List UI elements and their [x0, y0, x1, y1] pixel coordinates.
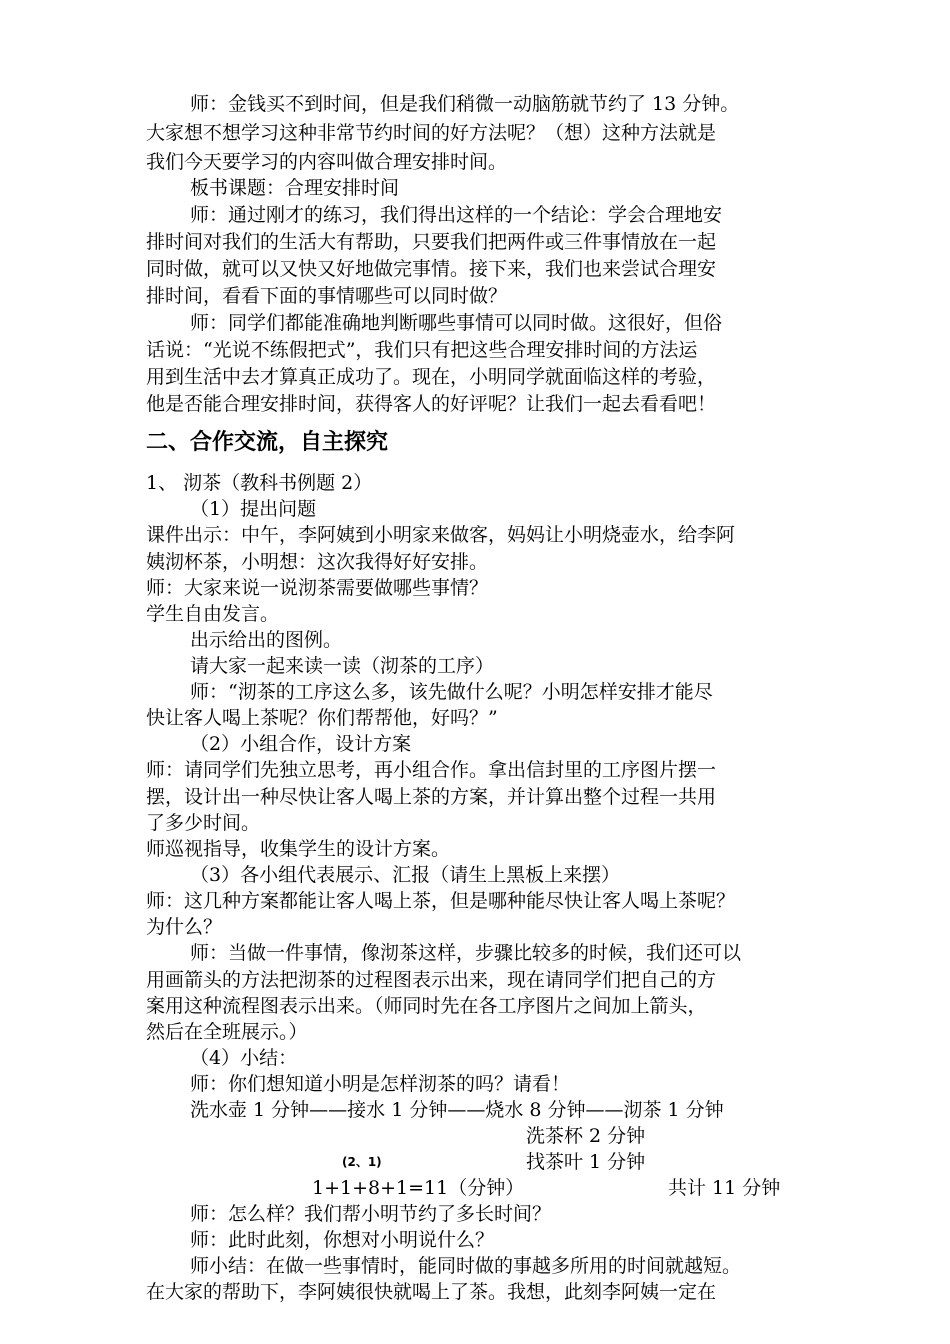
step-title: （4）小结：	[190, 1047, 298, 1069]
text-line: 师：同学们都能准确地判断哪些事情可以同时做。这很好，但俗	[190, 312, 723, 334]
text-line: 话说：“光说不练假把式”，我们只有把这些合理安排时间的方法运	[146, 339, 698, 361]
text-line: 用到生活中去才算真正成功了。现在，小明同学就面临这样的考验，	[146, 366, 717, 388]
text-line: 我们今天要学习的内容叫做合理安排时间。	[146, 151, 508, 173]
text-line: 学生自由发言。	[146, 603, 280, 625]
text-line: 师：这几种方案都能让客人喝上茶，但是哪种能尽快让客人喝上茶呢？	[146, 890, 736, 912]
text-line: 师：当做一件事情，像沏茶这样，步骤比较多的时候，我们还可以	[190, 942, 742, 964]
parallel-step: 找茶叶 1 分钟	[526, 1151, 646, 1173]
text-line: 出示给出的图例。	[190, 629, 343, 651]
text-line: 同时做，就可以又快又好地做完事情。接下来，我们也来尝试合理安	[146, 258, 717, 280]
flow-note: (2、1)	[342, 1155, 382, 1169]
step-title: （1）提出问题	[190, 498, 317, 520]
process-flow: 洗水壶 1 分钟——接水 1 分钟——烧水 8 分钟——沏茶 1 分钟	[190, 1099, 724, 1121]
text-line: 了多少时间。	[146, 812, 261, 834]
text-line: 师：“沏茶的工序这么多，该先做什么呢？小明怎样安排才能尽	[190, 681, 713, 703]
step-title: （3）各小组代表展示、汇报（请生上黑板上来摆）	[190, 864, 621, 886]
text-line: 快让客人喝上茶呢？你们帮帮他，好吗？”	[146, 707, 498, 729]
text-line: 师：请同学们先独立思考，再小组合作。拿出信封里的工序图片摆一	[146, 759, 717, 781]
text-line: 排时间，看看下面的事情哪些可以同时做？	[146, 285, 508, 307]
text-line: 然后在全班展示。）	[146, 1021, 308, 1043]
text-line: 请大家一起来读一读（沏茶的工序）	[190, 655, 495, 677]
text-line: 师：此时此刻，你想对小明说什么？	[190, 1229, 495, 1251]
text-line: 师巡视指导，收集学生的设计方案。	[146, 838, 451, 860]
text-line: 师：你们想知道小明是怎样沏茶的吗？请看！	[190, 1073, 571, 1095]
subsection-title: 1、 沏茶（教科书例题 2）	[146, 472, 373, 494]
text-line: 在大家的帮助下，李阿姨很快就喝上了茶。我想，此刻李阿姨一定在	[146, 1281, 717, 1303]
parallel-step: 洗茶杯 2 分钟	[526, 1125, 646, 1147]
text-line: 姨沏杯茶，小明想：这次我得好好安排。	[146, 551, 489, 573]
text-line: 课件出示：中午，李阿姨到小明家来做客，妈妈让小明烧壶水，给李阿	[146, 524, 736, 546]
text-line: 用画箭头的方法把沏茶的过程图表示出来，现在请同学们把自己的方	[146, 969, 717, 991]
calculation: 1+1+8+1=11（分钟）	[312, 1177, 525, 1199]
step-title: （2）小组合作，设计方案	[190, 733, 412, 755]
text-line: 师小结：在做一些事情时，能同时做的事越多所用的时间就越短。	[190, 1255, 742, 1277]
text-line: 板书课题：合理安排时间	[190, 177, 400, 199]
total-time: 共计 11 分钟	[668, 1177, 781, 1199]
text-line: 排时间对我们的生活大有帮助，只要我们把两件或三件事情放在一起	[146, 231, 717, 253]
text-line: 案用这种流程图表示出来。（师同时先在各工序图片之间加上箭头，	[146, 995, 707, 1017]
section-heading: 二、合作交流，自主探究	[146, 430, 389, 455]
text-line: 师：大家来说一说沏茶需要做哪些事情？	[146, 577, 489, 599]
text-line: 师：通过刚才的练习，我们得出这样的一个结论：学会合理地安	[190, 204, 723, 226]
text-line: 师：怎么样？我们帮小明节约了多长时间？	[190, 1203, 552, 1225]
text-line: 大家想不想学习这种非常节约时间的好方法呢？（想）这种方法就是	[146, 122, 717, 144]
text-line: 为什么？	[146, 916, 223, 938]
text-line: 他是否能合理安排时间，获得客人的好评呢？让我们一起去看看吧！	[146, 393, 717, 415]
text-line: 摆，设计出一种尽快让客人喝上茶的方案，并计算出整个过程一共用	[146, 786, 717, 808]
text-line: 师：金钱买不到时间，但是我们稍微一动脑筋就节约了 13 分钟。	[190, 93, 740, 115]
